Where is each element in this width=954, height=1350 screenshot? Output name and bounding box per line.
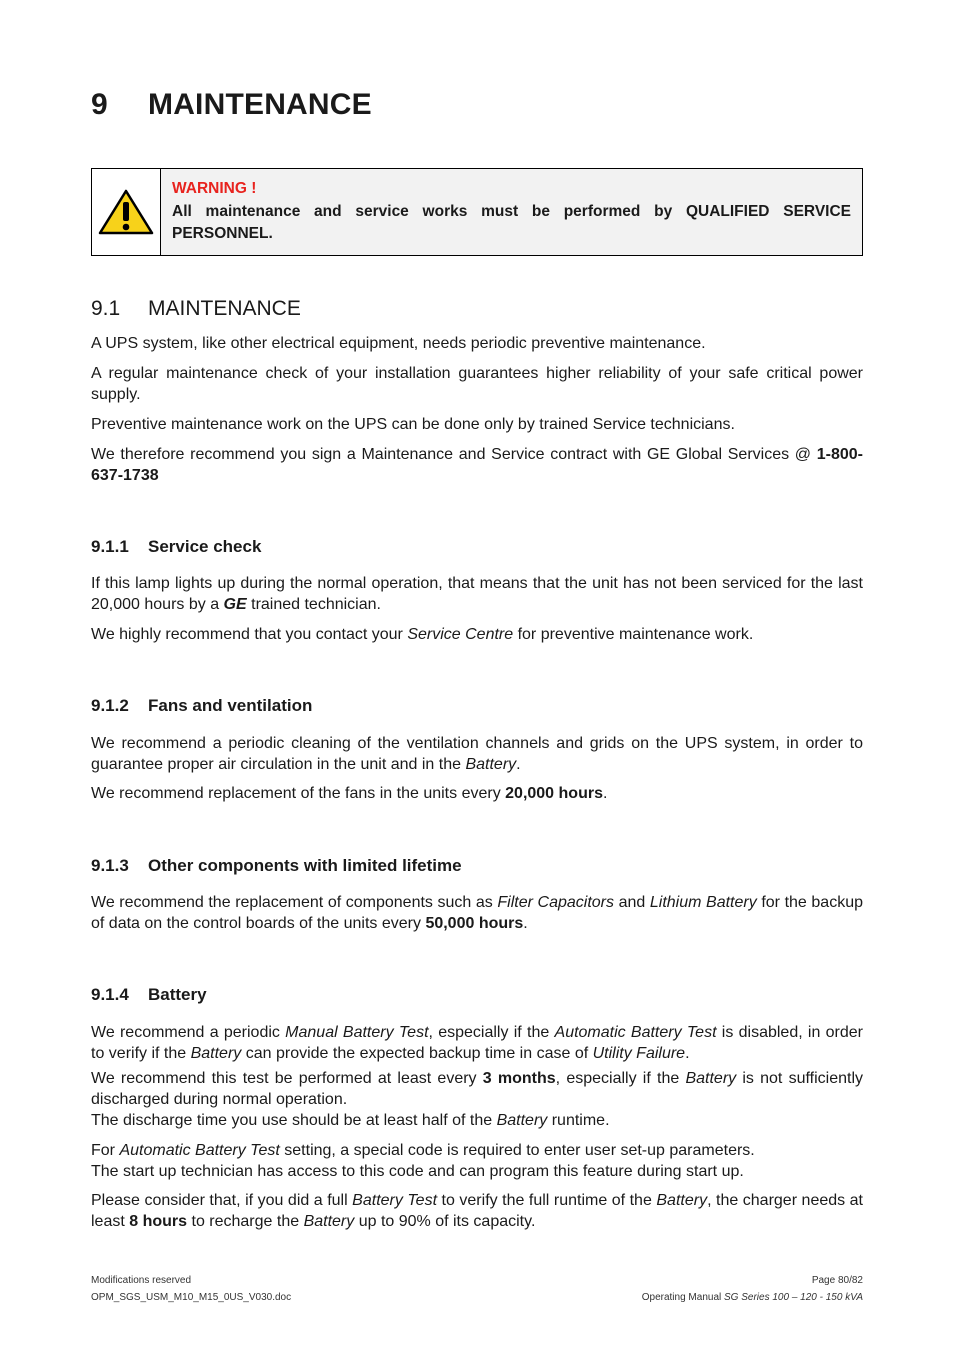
warning-message	[172, 201, 851, 245]
intro-paragraph-1: A UPS system, like other electrical equipment, needs periodic preventive maintenance.	[91, 335, 706, 352]
warning-icon-cell	[92, 169, 161, 255]
intro-paragraph-3: Preventive maintenance work on the UPS can be done only by trained Service technicians.	[91, 416, 735, 433]
warning-title: WARNING !	[172, 180, 257, 197]
subsection-title-fans: 9.1.2 Fans and ventilation	[91, 696, 313, 715]
battery-paragraph-2: We recommend this test be performed at least every 3 months, especially if the Battery is not sufficiently discharged during normal operation.	[91, 1070, 863, 1108]
battery-paragraph-3: The discharge time you use should be at least half of the Battery runtime.	[91, 1112, 610, 1129]
battery-paragraph-1: We recommend a periodic Manual Battery Test, especially if the Automatic Battery Test is disabled, in order to verify if the Battery can provide the expected backup time in case of Utility Failure.	[91, 1024, 863, 1062]
intro-paragraph-4: We therefore recommend you sign a Maintenance and Service contract with GE Global Services @ 1-800-637-1738	[91, 446, 863, 484]
section-title-text: MAINTENANCE	[148, 297, 301, 320]
footer-page-number: Page 80/82	[811, 1275, 863, 1286]
footer-manual-title: Operating Manual SG Series 100 – 120 - 150 kVA	[641, 1292, 863, 1303]
intro-paragraph-2: A regular maintenance check of your installation guarantees higher reliability of your safe critical power supply.	[91, 365, 863, 403]
chapter-title-text: MAINTENANCE	[148, 88, 372, 121]
warning-triangle-icon	[98, 188, 154, 236]
ge-brand-text: GE	[223, 596, 247, 613]
footer-line-2	[91, 1292, 863, 1303]
battery-paragraph-4: For Automatic Battery Test setting, a special code is required to enter user set-up parameters.	[91, 1142, 755, 1159]
subsection-title-battery: 9.1.4 Battery	[91, 985, 207, 1004]
footer-doc-filename: OPM_SGS_USM_M10_M15_0US_V030.doc	[91, 1292, 292, 1303]
service-check-paragraph-1: If this lamp lights up during the normal operation, that means that the unit has not been serviced for the last 20,000 hours by a GE trained technician.	[91, 575, 863, 613]
service-check-paragraph-2: We highly recommend that you contact your Service Centre for preventive maintenance work.	[91, 626, 754, 643]
warning-text-cell	[161, 169, 862, 255]
footer-modifications: Modifications reserved	[91, 1275, 192, 1286]
service-phone-number: 1-800-637-1738	[91, 446, 863, 484]
battery-paragraph-6: Please consider that, if you did a full Battery Test to verify the full runtime of the Battery, the charger needs at least 8 hours to recharge the Battery up to 90% of its capacity.	[91, 1192, 864, 1230]
section-title	[91, 297, 301, 321]
warning-box	[91, 168, 863, 256]
section-number: 9.1	[91, 297, 121, 320]
warning-message-line1: All maintenance and service works must be performed by QUALIFIED SERVICE	[172, 203, 851, 220]
subsection-title-service-check: 9.1.1 Service check	[91, 537, 262, 556]
warning-message-line2: PERSONNEL.	[172, 225, 273, 242]
other-components-paragraph: We recommend the replacement of components such as Filter Capacitors and Lithium Battery for the backup of data on the control boards of the units every 50,000 hours.	[91, 894, 863, 932]
chapter-title	[91, 88, 372, 122]
subsection-title-other-components: 9.1.3 Other components with limited lifetime	[91, 856, 462, 875]
battery-paragraph-5: The start up technician has access to this code and can program this feature during start up.	[91, 1163, 744, 1180]
chapter-number: 9	[91, 88, 108, 121]
fans-paragraph-2: We recommend replacement of the fans in the units every 20,000 hours.	[91, 785, 608, 802]
footer-line-1	[91, 1275, 863, 1286]
fans-paragraph-1: We recommend a periodic cleaning of the ventilation channels and grids on the UPS system, in order to guarantee proper air circulation in the unit and in the Battery.	[91, 735, 863, 773]
